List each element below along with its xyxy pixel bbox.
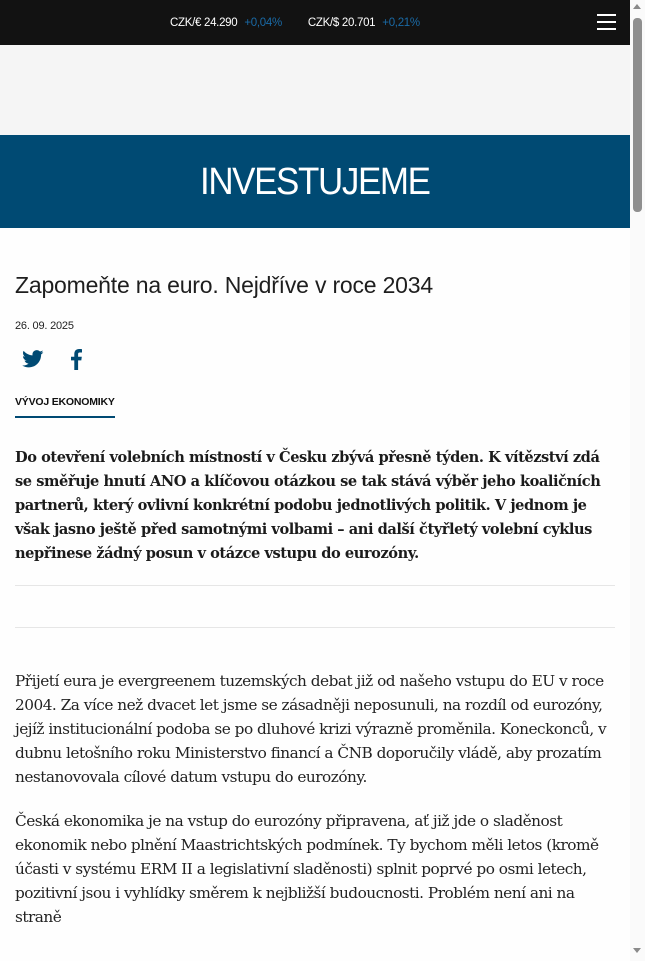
share-facebook-button[interactable] (69, 347, 83, 371)
article-title: Zapomeňte na euro. Nejdříve v roce 2034 (15, 272, 433, 298)
hamburger-menu-icon[interactable] (597, 14, 616, 30)
hamburger-line (597, 28, 616, 30)
article-date: 26. 09. 2025 (15, 320, 74, 332)
vertical-scrollbar[interactable] (630, 0, 645, 961)
twitter-icon (22, 350, 44, 368)
ticker-item-usd (308, 17, 420, 29)
hamburger-line (597, 21, 616, 23)
hamburger-line (597, 14, 616, 16)
ticker-change: +0,21% (382, 16, 420, 29)
article-perex: Do otevření volebních místností v Česku zbývá přesně týden. K vítězství zdá se směřuje hnutí ANO a klíčovou otázkou se tak stává výběr jeho koaličních partnerů, který ovlivní konkrétní podobu jednotlivých politik. V jednom je však jasno ještě před samotnými volbami – ani další čtyřletý volební cyklus nepřinese žádný posun v otázce vstupu do eurozóny. (15, 449, 601, 562)
ticker-change: +0,04% (244, 16, 282, 29)
scrollbar-thumb[interactable] (633, 18, 642, 212)
ticker-items (170, 0, 446, 45)
scroll-down-arrow-icon[interactable] (633, 948, 641, 953)
divider (15, 627, 615, 628)
currency-ticker-bar (0, 0, 630, 45)
category-link[interactable]: VÝVOJ EKONOMIKY (15, 396, 115, 418)
brand-banner (0, 135, 630, 228)
article (0, 270, 630, 929)
article-paragraph: Česká ekonomika je na vstup do eurozóny připravena, ať již jde o sladěnost ekonomik nebo plnění Maastrichtských podmínek. Ty bychom měli letos (kromě účasti v systému ERM II a legislativní sladěnosti) splnit poprvé po osmi letech, pozitivní jsou i vyhlídky směrem k nejbližší budoucnosti. Problém není ani na straně (15, 812, 599, 926)
share-twitter-button[interactable] (21, 347, 45, 371)
scroll-up-arrow-icon[interactable] (633, 4, 641, 9)
ad-placeholder (0, 45, 630, 135)
facebook-icon (71, 349, 82, 370)
article-paragraph: Přijetí eura je evergreenem tuzemských debat již od našeho vstupu do EU v roce 2004. Za více než dvacet let jsme se zásadněji neposunuli, na rozdíl od eurozóny, jejíž institucionální podoba se po dluhové krizi výrazně proměnila. Koneckonců, v dubnu letošního roku Ministerstvo financí a ČNB doporučily vládě, aby prozatím nestanovovala cílové datum vstupu do eurozóny. (15, 672, 607, 786)
ticker-pair: CZK/$ 20.701 (307, 16, 376, 29)
share-buttons (15, 346, 615, 372)
ticker-pair: CZK/€ 24.290 (170, 16, 238, 29)
ticker-item-eur (170, 17, 282, 29)
site-logo[interactable]: INVESTUJEME (200, 161, 430, 203)
divider (15, 585, 615, 586)
